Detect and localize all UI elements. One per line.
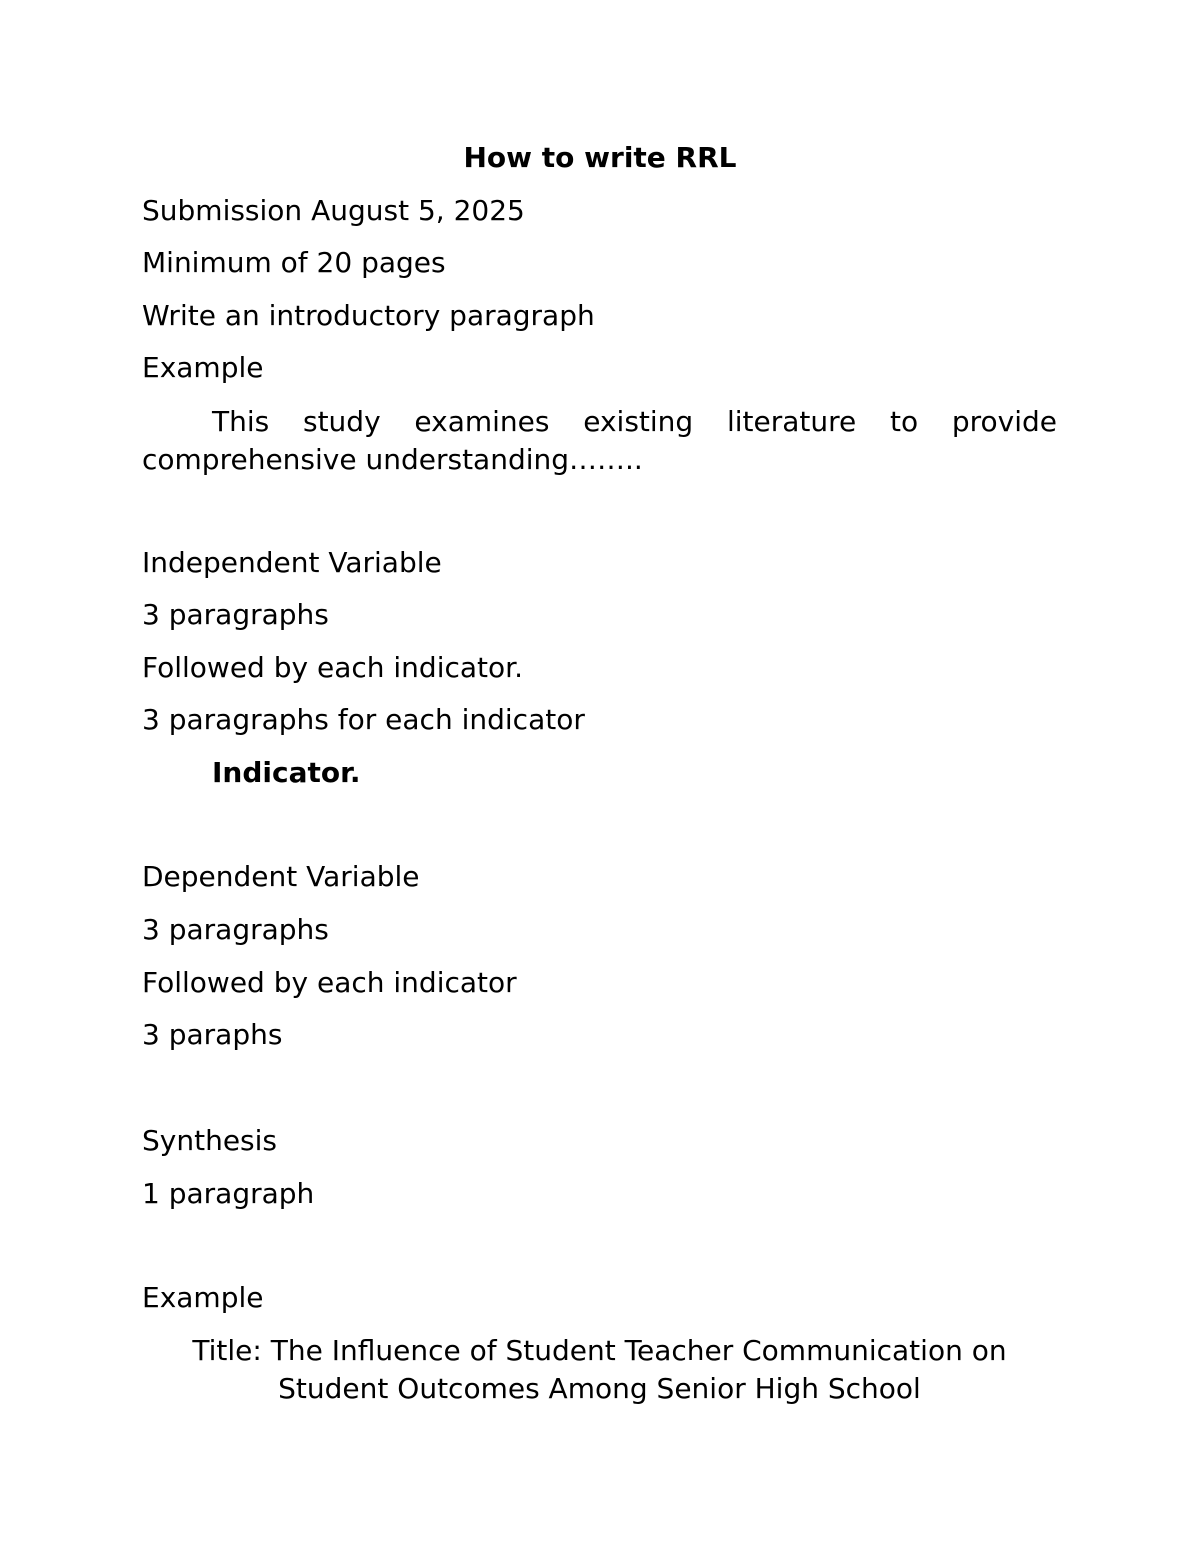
dependent-followed-instruction: Followed by each indicator bbox=[142, 966, 517, 999]
submission-date: Submission August 5, 2025 bbox=[142, 194, 525, 227]
independent-per-indicator: 3 paragraphs for each indicator bbox=[142, 703, 585, 736]
example-paragraph-line-1: This study examines existing literature to provide bbox=[212, 405, 1057, 438]
dependent-paragraph-count: 3 paragraphs bbox=[142, 913, 329, 946]
synthesis-heading: Synthesis bbox=[142, 1124, 277, 1157]
indicator-label: Indicator. bbox=[212, 756, 361, 789]
independent-variable-heading: Independent Variable bbox=[142, 546, 442, 579]
example-paragraph-line-2: comprehensive understanding…….. bbox=[142, 443, 643, 476]
dependent-per-indicator: 3 paraphs bbox=[142, 1018, 283, 1051]
example-label-2: Example bbox=[142, 1281, 264, 1314]
example-label: Example bbox=[142, 351, 264, 384]
sample-title bbox=[142, 1332, 1057, 1408]
sample-title-line-1: Title: The Influence of Student Teacher Communication on bbox=[192, 1334, 1007, 1367]
independent-followed-instruction: Followed by each indicator. bbox=[142, 651, 523, 684]
independent-paragraph-count: 3 paragraphs bbox=[142, 598, 329, 631]
synthesis-paragraph-count: 1 paragraph bbox=[142, 1177, 315, 1210]
minimum-pages: Minimum of 20 pages bbox=[142, 246, 446, 279]
document-title: How to write RRL bbox=[463, 141, 737, 174]
sample-title-line-2: Student Outcomes Among Senior High School bbox=[278, 1372, 921, 1405]
dependent-variable-heading: Dependent Variable bbox=[142, 860, 420, 893]
example-paragraph bbox=[142, 403, 1057, 479]
intro-instruction: Write an introductory paragraph bbox=[142, 299, 595, 332]
